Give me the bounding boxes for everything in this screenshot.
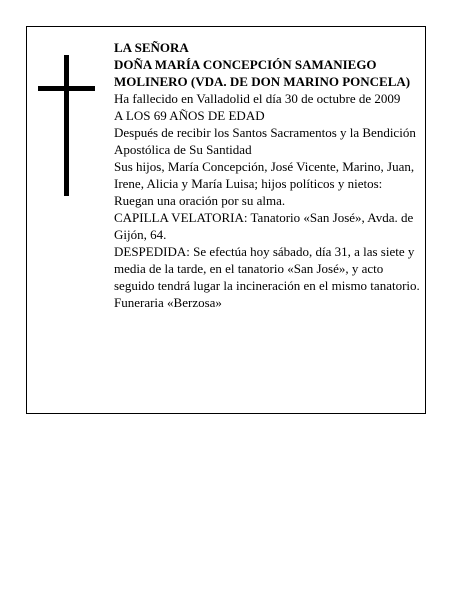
cross-icon-horizontal-bar bbox=[38, 86, 95, 91]
deceased-name: DOÑA MARÍA CONCEPCIÓN SAMANIEGO MOLINERO (VDA. DE DON MARINO PONCELA) bbox=[114, 57, 411, 89]
honorific: LA SEÑORA bbox=[114, 40, 189, 55]
death-statement: Ha fallecido en Valladolid el día 30 de octubre de 2009 bbox=[114, 91, 401, 106]
cross-icon-vertical-bar bbox=[64, 55, 69, 196]
age-statement: A LOS 69 AÑOS DE EDAD bbox=[114, 108, 265, 123]
prayer-request: Ruegan una oración por su alma. bbox=[114, 193, 286, 208]
family-statement: Sus hijos, María Concepción, José Vicente, Marino, Juan, Irene, Alicia y María Luisa; hijos políticos y nietos: bbox=[114, 159, 415, 191]
sacraments-statement: Después de recibir los Santos Sacramentos y la Bendición Apostólica de Su Santidad bbox=[114, 125, 416, 157]
funeral-home: Funeraria «Berzosa» bbox=[114, 295, 222, 310]
farewell-info: DESPEDIDA: Se efectúa hoy sábado, día 31, a las siete y media de la tarde, en el tanatorio «San José», y acto seguido tendrá lugar la incineración en el mismo tanatorio. bbox=[114, 244, 420, 293]
chapel-info: CAPILLA VELATORIA: Tanatorio «San José», Avda. de Gijón, 64. bbox=[114, 210, 414, 242]
obituary-text bbox=[114, 39, 420, 311]
